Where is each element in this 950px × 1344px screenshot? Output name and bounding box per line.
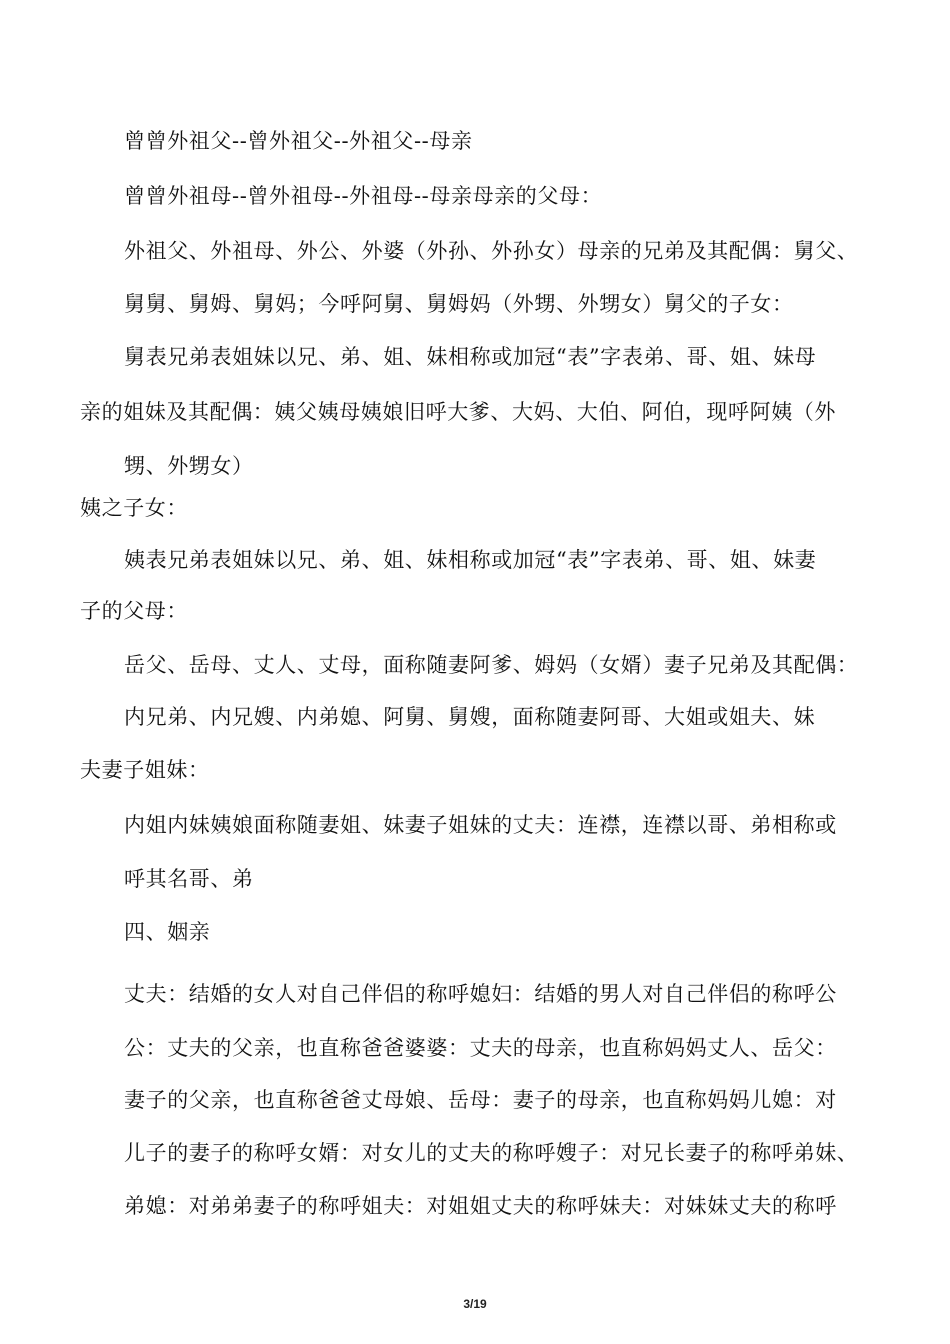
- text-line: 曾曾外祖父--曾外祖父--外祖父--母亲: [124, 129, 473, 153]
- text-line: 舅舅、舅姆、舅妈；今呼阿舅、舅姆妈（外甥、外甥女）舅父的子女：: [124, 292, 794, 316]
- text-line: 丈夫：结婚的女人对自己伴侣的称呼媳妇：结婚的男人对自己伴侣的称呼公: [124, 982, 837, 1006]
- text-line: 亲的姐妹及其配偶：姨父姨母姨娘旧呼大爹、大妈、大伯、阿伯，现呼阿姨（外: [80, 400, 836, 424]
- text-line: 外祖父、外祖母、外公、外婆（外孙、外孙女）母亲的兄弟及其配偶：舅父、: [124, 239, 859, 263]
- text-line: 呼其名哥、弟: [124, 867, 254, 891]
- section-heading: 四、姻亲: [124, 920, 211, 944]
- text-line: 姨之子女：: [80, 496, 188, 520]
- text-line: 姨表兄弟表姐妹以兄、弟、姐、妹相称或加冠“表”字表弟、哥、姐、妹妻: [124, 548, 817, 572]
- text-line: 夫妻子姐妹：: [80, 758, 210, 782]
- text-line: 内兄弟、内兄嫂、内弟媳、阿舅、舅嫂，面称随妻阿哥、大姐或姐夫、妹: [124, 705, 816, 729]
- text-line: 公：丈夫的父亲，也直称爸爸婆婆：丈夫的母亲，也直称妈妈丈人、岳父：: [124, 1036, 837, 1060]
- text-line: 甥、外甥女）: [124, 454, 254, 478]
- text-line: 儿子的妻子的称呼女婿：对女儿的丈夫的称呼嫂子：对兄长妻子的称呼弟妹、: [124, 1141, 859, 1165]
- text-line: 子的父母：: [80, 599, 188, 623]
- text-line: 弟媳：对弟弟妻子的称呼姐夫：对姐姐丈夫的称呼妹夫：对妹妹丈夫的称呼: [124, 1194, 837, 1218]
- page-number: 3/19: [463, 1297, 487, 1311]
- text-line: 岳父、岳母、丈人、丈母，面称随妻阿爹、姆妈（女婿）妻子兄弟及其配偶：: [124, 653, 859, 677]
- text-line: 内姐内妹姨娘面称随妻姐、妹妻子姐妹的丈夫：连襟，连襟以哥、弟相称或: [124, 813, 837, 837]
- text-line: 曾曾外祖母--曾外祖母--外祖母--母亲母亲的父母：: [124, 184, 603, 208]
- text-line: 妻子的父亲，也直称爸爸丈母娘、岳母：妻子的母亲，也直称妈妈儿媳：对: [124, 1088, 837, 1112]
- text-line: 舅表兄弟表姐妹以兄、弟、姐、妹相称或加冠“表”字表弟、哥、姐、妹母: [124, 345, 817, 369]
